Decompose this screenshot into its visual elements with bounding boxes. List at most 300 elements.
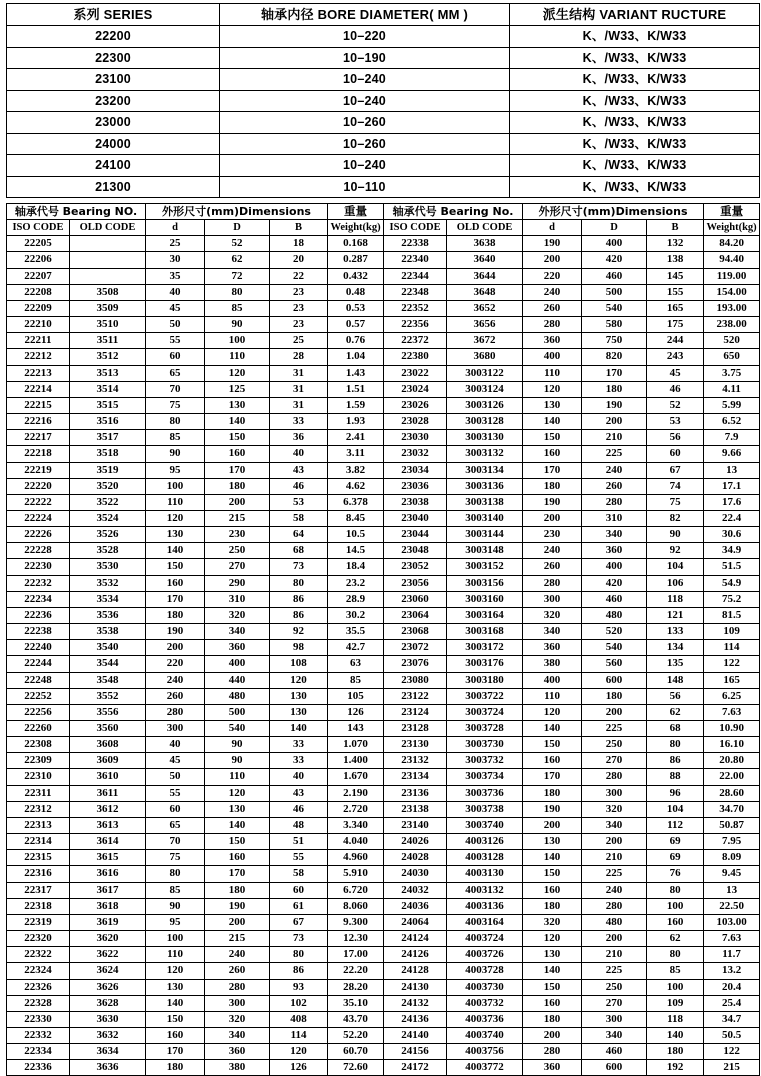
right-width-B-cell: 192 xyxy=(647,1060,704,1076)
right-old-code-header: OLD CODE xyxy=(447,220,523,236)
table-row xyxy=(7,737,760,753)
series-table-row xyxy=(7,69,760,91)
left-weight-cell: 6.720 xyxy=(328,882,384,898)
left-weight-cell: 60.70 xyxy=(328,1044,384,1060)
right-outer-D-cell: 300 xyxy=(582,1011,647,1027)
right-B-header: B xyxy=(647,220,704,236)
right-iso-code-cell: 24124 xyxy=(384,931,447,947)
left-outer-D-cell: 72 xyxy=(205,268,270,284)
right-bore-d-cell: 140 xyxy=(523,414,582,430)
left-old-code-cell: 3608 xyxy=(70,737,146,753)
left-outer-D-cell: 80 xyxy=(205,284,270,300)
left-iso-code-cell: 22313 xyxy=(7,817,70,833)
left-bore-d-cell: 90 xyxy=(146,898,205,914)
table-row xyxy=(7,866,760,882)
right-outer-D-cell: 225 xyxy=(582,963,647,979)
right-bore-d-cell: 150 xyxy=(523,430,582,446)
table-row xyxy=(7,769,760,785)
right-weight-cell: 84.20 xyxy=(704,236,760,252)
right-width-B-cell: 69 xyxy=(647,834,704,850)
right-iso-code-cell: 23022 xyxy=(384,365,447,381)
left-old-code-cell xyxy=(70,236,146,252)
right-width-B-cell: 118 xyxy=(647,1011,704,1027)
series-overview-table xyxy=(6,3,760,198)
right-old-code-cell: 3652 xyxy=(447,300,523,316)
table-row xyxy=(7,236,760,252)
left-outer-D-cell: 120 xyxy=(205,365,270,381)
left-bore-d-cell: 40 xyxy=(146,284,205,300)
table-row xyxy=(7,979,760,995)
left-iso-code-cell: 22256 xyxy=(7,704,70,720)
left-outer-D-cell: 140 xyxy=(205,817,270,833)
left-weight-cell: 35.5 xyxy=(328,624,384,640)
left-width-B-cell: 98 xyxy=(270,640,328,656)
right-outer-D-cell: 225 xyxy=(582,866,647,882)
left-old-code-cell: 3610 xyxy=(70,769,146,785)
left-bore-d-cell: 220 xyxy=(146,656,205,672)
left-iso-code-cell: 22332 xyxy=(7,1027,70,1043)
left-outer-D-cell: 230 xyxy=(205,527,270,543)
right-outer-D-cell: 200 xyxy=(582,834,647,850)
left-outer-D-cell: 280 xyxy=(205,979,270,995)
right-iso-code-cell: 23072 xyxy=(384,640,447,656)
left-bore-d-cell: 100 xyxy=(146,931,205,947)
right-weight-cell: 9.66 xyxy=(704,446,760,462)
left-outer-D-cell: 170 xyxy=(205,866,270,882)
left-old-code-header: OLD CODE xyxy=(70,220,146,236)
right-bore-d-cell: 400 xyxy=(523,672,582,688)
right-old-code-cell: 3003738 xyxy=(447,801,523,817)
left-bearing-no-group-header: 轴承代号 Bearing NO. xyxy=(7,204,146,220)
left-iso-code-cell: 22209 xyxy=(7,300,70,316)
right-bore-d-cell: 320 xyxy=(523,914,582,930)
right-weight-cell: 122 xyxy=(704,656,760,672)
right-bore-d-cell: 150 xyxy=(523,979,582,995)
right-width-B-cell: 92 xyxy=(647,543,704,559)
table-row xyxy=(7,397,760,413)
left-bore-d-cell: 65 xyxy=(146,817,205,833)
right-old-code-cell: 3003160 xyxy=(447,591,523,607)
left-old-code-cell: 3540 xyxy=(70,640,146,656)
right-iso-code-cell: 22340 xyxy=(384,252,447,268)
series-table-row xyxy=(7,90,760,112)
left-outer-D-cell: 85 xyxy=(205,300,270,316)
left-outer-D-cell: 200 xyxy=(205,914,270,930)
right-width-B-cell: 160 xyxy=(647,914,704,930)
right-weight-cell: 7.95 xyxy=(704,834,760,850)
left-weight-cell: 3.11 xyxy=(328,446,384,462)
series-table-header-row xyxy=(7,4,760,26)
series-cell: 22200 xyxy=(7,26,220,48)
right-width-B-cell: 112 xyxy=(647,817,704,833)
left-width-B-cell: 80 xyxy=(270,575,328,591)
right-outer-D-cell: 500 xyxy=(582,284,647,300)
table-row xyxy=(7,688,760,704)
left-weight-cell: 0.168 xyxy=(328,236,384,252)
right-weight-cell: 3.75 xyxy=(704,365,760,381)
right-bore-d-cell: 160 xyxy=(523,446,582,462)
right-outer-D-cell: 400 xyxy=(582,236,647,252)
left-iso-code-cell: 22252 xyxy=(7,688,70,704)
right-weight-cell: 34.7 xyxy=(704,1011,760,1027)
left-iso-code-cell: 22324 xyxy=(7,963,70,979)
left-bore-d-cell: 50 xyxy=(146,317,205,333)
right-outer-D-cell: 280 xyxy=(582,769,647,785)
left-width-B-cell: 23 xyxy=(270,317,328,333)
right-weight-cell: 17.6 xyxy=(704,494,760,510)
table-row xyxy=(7,527,760,543)
left-weight-cell: 1.400 xyxy=(328,753,384,769)
left-iso-code-cell: 22330 xyxy=(7,1011,70,1027)
left-bore-d-cell: 60 xyxy=(146,349,205,365)
left-old-code-cell: 3522 xyxy=(70,494,146,510)
left-iso-code-cell: 22206 xyxy=(7,252,70,268)
left-old-code-cell: 3528 xyxy=(70,543,146,559)
right-bore-d-cell: 260 xyxy=(523,559,582,575)
left-iso-code-cell: 22215 xyxy=(7,397,70,413)
left-outer-D-cell: 270 xyxy=(205,559,270,575)
right-width-B-cell: 135 xyxy=(647,656,704,672)
right-iso-code-cell: 23030 xyxy=(384,430,447,446)
left-outer-D-cell: 130 xyxy=(205,397,270,413)
left-outer-D-cell: 310 xyxy=(205,591,270,607)
left-outer-D-cell: 215 xyxy=(205,510,270,526)
right-width-B-cell: 134 xyxy=(647,640,704,656)
right-width-B-cell: 244 xyxy=(647,333,704,349)
left-width-B-cell: 36 xyxy=(270,430,328,446)
left-old-code-cell: 3508 xyxy=(70,284,146,300)
right-width-B-cell: 67 xyxy=(647,462,704,478)
right-weight-cell: 122 xyxy=(704,1044,760,1060)
left-width-B-cell: 58 xyxy=(270,866,328,882)
left-width-B-cell: 73 xyxy=(270,559,328,575)
right-outer-D-cell: 340 xyxy=(582,817,647,833)
left-width-B-cell: 86 xyxy=(270,607,328,623)
right-old-code-cell: 3003126 xyxy=(447,397,523,413)
right-iso-code-cell: 24126 xyxy=(384,947,447,963)
right-width-B-cell: 82 xyxy=(647,510,704,526)
left-width-B-cell: 92 xyxy=(270,624,328,640)
left-old-code-cell: 3619 xyxy=(70,914,146,930)
right-bore-d-cell: 110 xyxy=(523,688,582,704)
left-weight-cell: 1.59 xyxy=(328,397,384,413)
left-old-code-cell: 3634 xyxy=(70,1044,146,1060)
left-width-B-cell: 73 xyxy=(270,931,328,947)
left-bore-d-cell: 75 xyxy=(146,397,205,413)
right-iso-code-cell: 23026 xyxy=(384,397,447,413)
left-outer-D-cell: 380 xyxy=(205,1060,270,1076)
right-d-header: d xyxy=(523,220,582,236)
right-old-code-cell: 4003136 xyxy=(447,898,523,914)
left-weight-cell: 28.20 xyxy=(328,979,384,995)
right-bore-d-cell: 180 xyxy=(523,898,582,914)
left-iso-code-cell: 22213 xyxy=(7,365,70,381)
left-outer-D-cell: 90 xyxy=(205,737,270,753)
left-weight-cell: 0.287 xyxy=(328,252,384,268)
left-bore-d-cell: 200 xyxy=(146,640,205,656)
left-bore-d-cell: 70 xyxy=(146,381,205,397)
left-old-code-cell: 3530 xyxy=(70,559,146,575)
series-cell: 23100 xyxy=(7,69,220,91)
right-weight-cell: 10.90 xyxy=(704,721,760,737)
left-weight-cell: 23.2 xyxy=(328,575,384,591)
right-weight-cell: 8.09 xyxy=(704,850,760,866)
right-width-B-cell: 56 xyxy=(647,688,704,704)
right-width-B-cell: 104 xyxy=(647,801,704,817)
right-bore-d-cell: 190 xyxy=(523,801,582,817)
right-iso-code-cell: 23052 xyxy=(384,559,447,575)
table-row xyxy=(7,462,760,478)
left-width-B-cell: 31 xyxy=(270,397,328,413)
left-outer-D-cell: 500 xyxy=(205,704,270,720)
left-bore-d-cell: 160 xyxy=(146,575,205,591)
right-width-B-cell: 100 xyxy=(647,979,704,995)
table-row xyxy=(7,898,760,914)
left-old-code-cell: 3519 xyxy=(70,462,146,478)
left-iso-code-cell: 22248 xyxy=(7,672,70,688)
left-outer-D-cell: 180 xyxy=(205,882,270,898)
left-width-B-cell: 43 xyxy=(270,785,328,801)
right-weight-cell: 4.11 xyxy=(704,381,760,397)
left-weight-cell: 0.76 xyxy=(328,333,384,349)
left-width-B-cell: 18 xyxy=(270,236,328,252)
left-width-B-cell: 31 xyxy=(270,381,328,397)
left-bore-d-cell: 60 xyxy=(146,801,205,817)
table-row xyxy=(7,656,760,672)
left-iso-code-cell: 22236 xyxy=(7,607,70,623)
right-bore-d-cell: 140 xyxy=(523,721,582,737)
right-bore-d-cell: 190 xyxy=(523,494,582,510)
right-outer-D-cell: 250 xyxy=(582,979,647,995)
table-row xyxy=(7,1060,760,1076)
bore-cell: 10–260 xyxy=(220,112,510,134)
left-outer-D-cell: 320 xyxy=(205,1011,270,1027)
right-old-code-cell: 3003144 xyxy=(447,527,523,543)
series-table-row xyxy=(7,26,760,48)
right-old-code-cell: 4003740 xyxy=(447,1027,523,1043)
left-width-B-cell: 60 xyxy=(270,882,328,898)
left-width-B-cell: 130 xyxy=(270,688,328,704)
right-weight-cell: 114 xyxy=(704,640,760,656)
right-outer-D-cell: 460 xyxy=(582,1044,647,1060)
table-row xyxy=(7,817,760,833)
left-iso-code-cell: 22205 xyxy=(7,236,70,252)
table-row xyxy=(7,995,760,1011)
left-width-B-cell: 61 xyxy=(270,898,328,914)
left-iso-code-cell: 22334 xyxy=(7,1044,70,1060)
left-outer-D-cell: 150 xyxy=(205,834,270,850)
right-old-code-cell: 4003130 xyxy=(447,866,523,882)
right-weight-cell: 119.00 xyxy=(704,268,760,284)
right-old-code-cell: 3003724 xyxy=(447,704,523,720)
right-weight-cell: 22.00 xyxy=(704,769,760,785)
right-width-B-cell: 175 xyxy=(647,317,704,333)
table-row xyxy=(7,430,760,446)
series-table-body xyxy=(7,26,760,198)
right-old-code-cell: 4003736 xyxy=(447,1011,523,1027)
left-outer-D-cell: 125 xyxy=(205,381,270,397)
left-weight-cell: 22.20 xyxy=(328,963,384,979)
right-outer-D-cell: 280 xyxy=(582,898,647,914)
left-iso-code-cell: 22222 xyxy=(7,494,70,510)
left-bore-d-cell: 30 xyxy=(146,252,205,268)
left-weight-cell: 1.070 xyxy=(328,737,384,753)
left-old-code-cell: 3614 xyxy=(70,834,146,850)
left-width-B-cell: 120 xyxy=(270,672,328,688)
right-old-code-cell: 3003164 xyxy=(447,607,523,623)
right-old-code-cell: 3656 xyxy=(447,317,523,333)
right-outer-D-cell: 180 xyxy=(582,381,647,397)
left-outer-D-cell: 340 xyxy=(205,624,270,640)
right-outer-D-cell: 200 xyxy=(582,931,647,947)
left-weight-header: Weight(kg) xyxy=(328,220,384,236)
left-bore-d-cell: 170 xyxy=(146,591,205,607)
right-iso-code-cell: 24032 xyxy=(384,882,447,898)
table-row xyxy=(7,834,760,850)
left-weight-cell: 63 xyxy=(328,656,384,672)
left-weight-group-header: 重量 xyxy=(328,204,384,220)
right-bore-d-cell: 130 xyxy=(523,834,582,850)
left-weight-cell: 4.960 xyxy=(328,850,384,866)
right-iso-code-cell: 22348 xyxy=(384,284,447,300)
right-outer-D-cell: 460 xyxy=(582,591,647,607)
left-bore-d-cell: 40 xyxy=(146,737,205,753)
right-width-B-cell: 165 xyxy=(647,300,704,316)
variant-cell: K、/W33、K/W33 xyxy=(510,90,760,112)
left-outer-D-cell: 400 xyxy=(205,656,270,672)
table-row xyxy=(7,349,760,365)
right-iso-code-cell: 24172 xyxy=(384,1060,447,1076)
variant-cell: K、/W33、K/W33 xyxy=(510,155,760,177)
left-bore-d-cell: 280 xyxy=(146,704,205,720)
right-iso-code-cell: 24128 xyxy=(384,963,447,979)
right-iso-code-cell: 24030 xyxy=(384,866,447,882)
sub-header-row xyxy=(7,220,760,236)
table-row xyxy=(7,1011,760,1027)
right-width-B-cell: 80 xyxy=(647,882,704,898)
right-weight-cell: 215 xyxy=(704,1060,760,1076)
series-table-row xyxy=(7,47,760,69)
right-width-B-cell: 132 xyxy=(647,236,704,252)
right-width-B-cell: 133 xyxy=(647,624,704,640)
left-bore-d-cell: 45 xyxy=(146,300,205,316)
left-weight-cell: 10.5 xyxy=(328,527,384,543)
right-old-code-cell: 3640 xyxy=(447,252,523,268)
right-outer-D-cell: 480 xyxy=(582,607,647,623)
left-weight-cell: 2.41 xyxy=(328,430,384,446)
left-bore-d-cell: 140 xyxy=(146,995,205,1011)
right-iso-code-cell: 23124 xyxy=(384,704,447,720)
left-old-code-cell: 3526 xyxy=(70,527,146,543)
right-weight-cell: 51.5 xyxy=(704,559,760,575)
right-old-code-cell: 3003128 xyxy=(447,414,523,430)
right-outer-D-cell: 200 xyxy=(582,414,647,430)
left-iso-code-cell: 22216 xyxy=(7,414,70,430)
left-bore-d-cell: 170 xyxy=(146,1044,205,1060)
right-iso-code-cell: 23132 xyxy=(384,753,447,769)
left-width-B-cell: 40 xyxy=(270,446,328,462)
table-row xyxy=(7,672,760,688)
series-cell: 21300 xyxy=(7,176,220,198)
right-width-B-cell: 86 xyxy=(647,753,704,769)
left-D-header: D xyxy=(205,220,270,236)
right-outer-D-cell: 420 xyxy=(582,252,647,268)
table-row xyxy=(7,624,760,640)
table-row xyxy=(7,801,760,817)
left-weight-cell: 2.190 xyxy=(328,785,384,801)
right-width-B-cell: 88 xyxy=(647,769,704,785)
right-old-code-cell: 4003730 xyxy=(447,979,523,995)
right-outer-D-cell: 190 xyxy=(582,397,647,413)
table-row xyxy=(7,1027,760,1043)
right-weight-cell: 34.9 xyxy=(704,543,760,559)
right-width-B-cell: 145 xyxy=(647,268,704,284)
right-outer-D-cell: 600 xyxy=(582,1060,647,1076)
left-outer-D-cell: 160 xyxy=(205,850,270,866)
left-old-code-cell: 3536 xyxy=(70,607,146,623)
left-old-code-cell xyxy=(70,268,146,284)
left-outer-D-cell: 130 xyxy=(205,801,270,817)
left-weight-cell: 0.432 xyxy=(328,268,384,284)
right-bore-d-cell: 140 xyxy=(523,963,582,979)
right-bearing-no-group-header: 轴承代号 Bearing No. xyxy=(384,204,523,220)
right-outer-D-cell: 420 xyxy=(582,575,647,591)
table-row xyxy=(7,268,760,284)
right-width-B-cell: 138 xyxy=(647,252,704,268)
right-bore-d-cell: 300 xyxy=(523,591,582,607)
table-row xyxy=(7,640,760,656)
right-iso-code-cell: 23038 xyxy=(384,494,447,510)
left-iso-code-cell: 22319 xyxy=(7,914,70,930)
left-old-code-cell: 3556 xyxy=(70,704,146,720)
left-weight-cell: 85 xyxy=(328,672,384,688)
left-width-B-cell: 86 xyxy=(270,963,328,979)
left-iso-code-cell: 22208 xyxy=(7,284,70,300)
left-old-code-cell: 3517 xyxy=(70,430,146,446)
right-outer-D-cell: 360 xyxy=(582,543,647,559)
left-old-code-cell: 3512 xyxy=(70,349,146,365)
right-bore-d-cell: 140 xyxy=(523,850,582,866)
left-iso-code-cell: 22308 xyxy=(7,737,70,753)
dimensions-table-container xyxy=(6,203,757,1076)
right-width-B-cell: 69 xyxy=(647,850,704,866)
right-bore-d-cell: 170 xyxy=(523,462,582,478)
right-outer-D-cell: 300 xyxy=(582,785,647,801)
right-old-code-cell: 4003164 xyxy=(447,914,523,930)
right-old-code-cell: 4003128 xyxy=(447,850,523,866)
left-outer-D-cell: 110 xyxy=(205,769,270,785)
right-iso-code-cell: 22344 xyxy=(384,268,447,284)
left-width-B-cell: 51 xyxy=(270,834,328,850)
right-width-B-cell: 53 xyxy=(647,414,704,430)
right-iso-code-cell: 22356 xyxy=(384,317,447,333)
left-outer-D-cell: 440 xyxy=(205,672,270,688)
table-row xyxy=(7,446,760,462)
left-width-B-cell: 46 xyxy=(270,801,328,817)
right-iso-code-cell: 24026 xyxy=(384,834,447,850)
left-old-code-cell: 3616 xyxy=(70,866,146,882)
left-bore-d-cell: 35 xyxy=(146,268,205,284)
right-old-code-cell: 3003722 xyxy=(447,688,523,704)
right-bore-d-cell: 360 xyxy=(523,1060,582,1076)
table-row xyxy=(7,704,760,720)
left-old-code-cell: 3628 xyxy=(70,995,146,1011)
right-outer-D-cell: 240 xyxy=(582,462,647,478)
left-width-B-cell: 130 xyxy=(270,704,328,720)
left-iso-code-cell: 22219 xyxy=(7,462,70,478)
left-old-code-cell: 3612 xyxy=(70,801,146,817)
table-row xyxy=(7,494,760,510)
